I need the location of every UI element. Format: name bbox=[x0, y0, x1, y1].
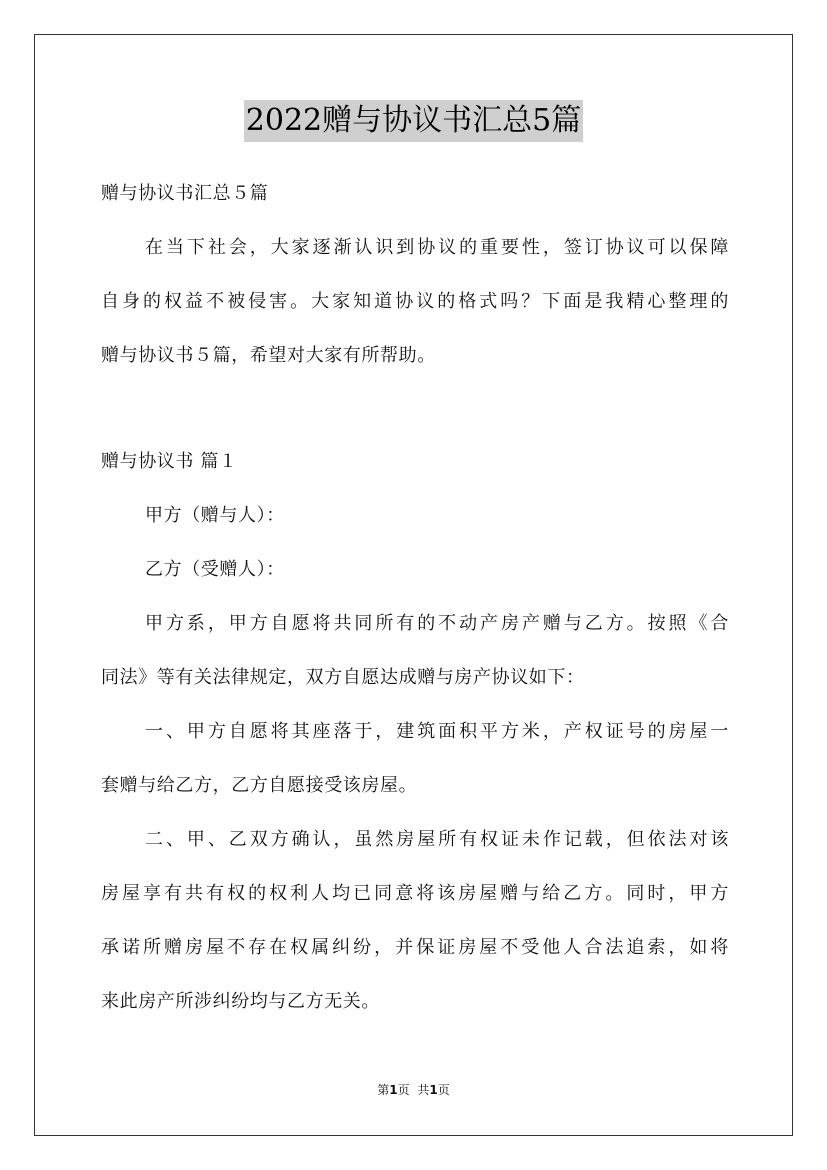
paragraph-line: 同法》等有关法律规定，双方自愿达成赠与房产协议如下： bbox=[101, 667, 585, 688]
paragraph-line: 套赠与给乙方，乙方自愿接受该房屋。 bbox=[101, 775, 418, 796]
paragraph-line: 房屋享有共有权的权利人均已同意将该房屋赠与给乙方。同时，甲方 bbox=[101, 883, 729, 904]
spacer bbox=[101, 388, 729, 440]
paragraph-line: 承诺所赠房屋不存在权属纠纷，并保证房屋不受他人合法追索，如将 bbox=[101, 937, 729, 958]
paragraph-line: 来此房产所涉纠纷均与乙方无关。 bbox=[101, 991, 380, 1012]
page-prefix: 第 bbox=[377, 1083, 390, 1097]
party-b-label: 乙方（受赠人）： bbox=[145, 559, 285, 580]
section-heading: 赠与协议书 篇１ bbox=[101, 451, 238, 472]
page-current: 1 bbox=[389, 1083, 398, 1097]
total-suffix: 页 bbox=[437, 1083, 450, 1097]
document-body bbox=[101, 172, 729, 1034]
intro-line: 在当下社会，大家逐渐认识到协议的重要性，签订协议可以保障 bbox=[145, 237, 729, 258]
intro-line: 赠与协议书５篇，希望对大家有所帮助。 bbox=[101, 345, 436, 366]
paragraph-line: 一、甲方自愿将其座落于，建筑面积平方米，产权证号的房屋一 bbox=[145, 721, 729, 742]
intro-line: 自身的权益不被侵害。大家知道协议的格式吗？下面是我精心整理的 bbox=[101, 291, 729, 312]
title-container bbox=[0, 100, 827, 142]
party-a-label: 甲方（赠与人）： bbox=[145, 505, 285, 526]
paragraph-line: 二、甲、乙双方确认，虽然房屋所有权证未作记载，但依法对该 bbox=[145, 829, 729, 850]
page-footer bbox=[0, 1081, 827, 1098]
page-suffix: 页 bbox=[397, 1083, 410, 1097]
document-subtitle: 赠与协议书汇总５篇 bbox=[101, 183, 269, 204]
total-prefix: 共 bbox=[417, 1083, 430, 1097]
document-title: 2022赠与协议书汇总5篇 bbox=[244, 100, 583, 142]
paragraph-line: 甲方系，甲方自愿将共同所有的不动产房产赠与乙方。按照《合 bbox=[145, 613, 729, 634]
page-total: 1 bbox=[429, 1083, 438, 1097]
